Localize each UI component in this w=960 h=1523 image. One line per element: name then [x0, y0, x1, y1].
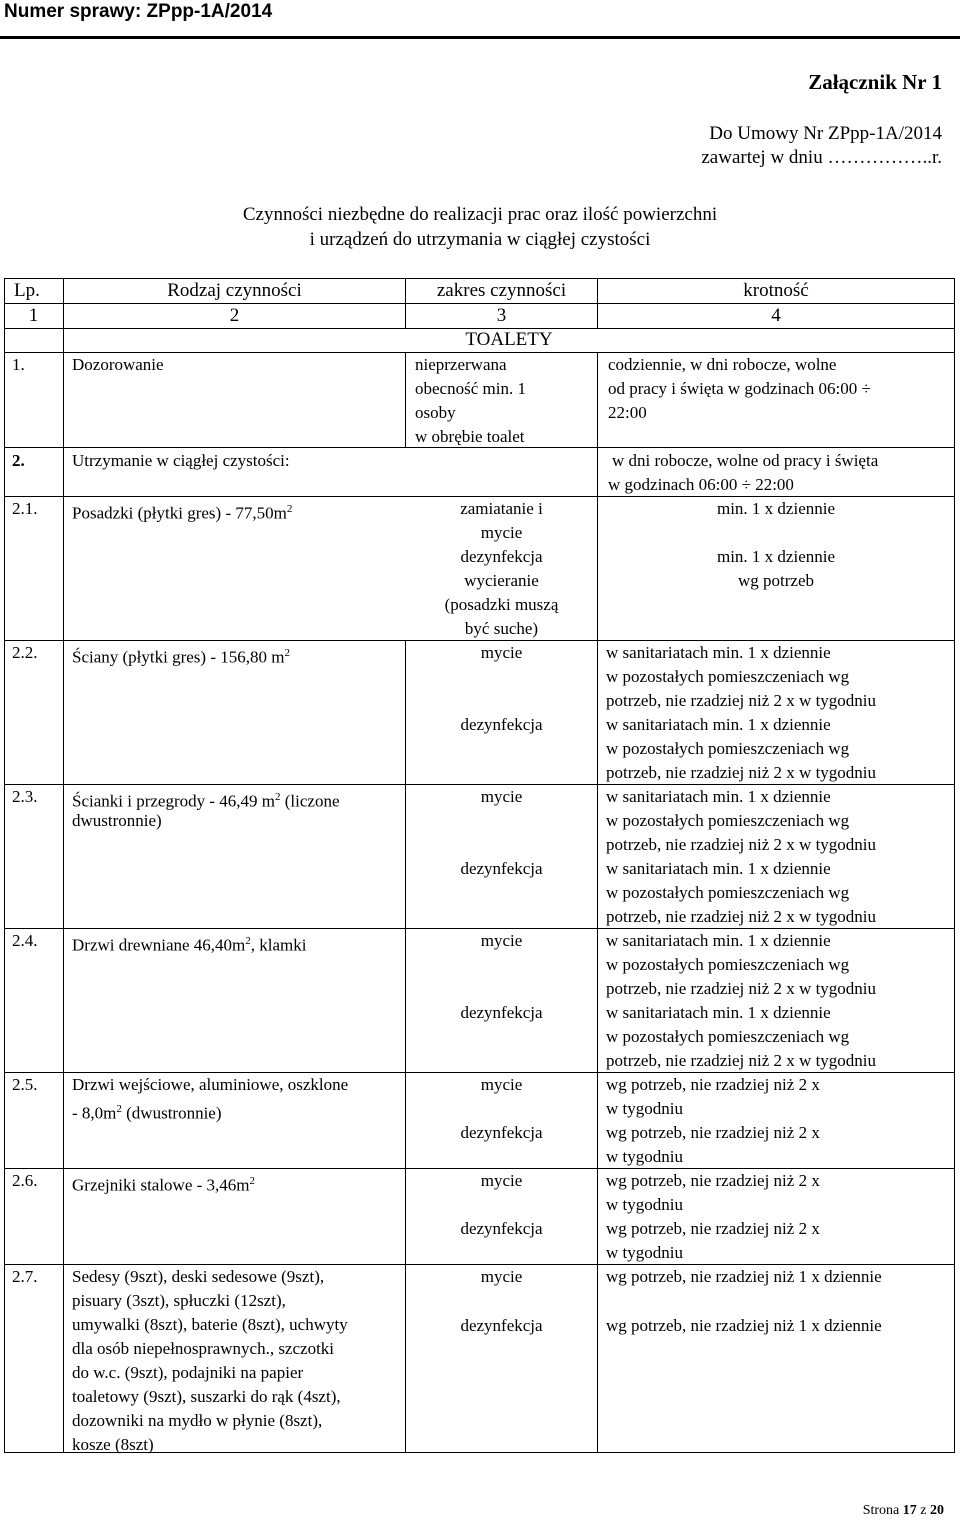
header-rule: [0, 36, 960, 39]
row25-name-sup: 2: [116, 1103, 122, 1115]
page-separator: z: [916, 1503, 930, 1518]
row25-name-text: - 8,0m: [72, 1103, 117, 1123]
row1-freq-2: od pracy i święta w godzinach 06:00 ÷: [608, 379, 871, 398]
row24-freq-2: w pozostałych pomieszczeniach wg: [606, 955, 850, 974]
row21-name-sup: 2: [286, 503, 293, 515]
row22-freq-2: w pozostałych pomieszczeniach wg: [606, 667, 850, 686]
col-sep-1-row1: [63, 352, 64, 447]
row24-name-sup: 2: [245, 935, 251, 947]
title-line-1: Czynności niezbędne do realizacji prac oraz ilość powierzchni: [242, 204, 718, 225]
row21-scope-1: zamiatanie i: [460, 499, 543, 518]
row24-freq-1: w sanitariatach min. 1 x dziennie: [606, 931, 831, 950]
row23-freq-6: potrzeb, nie rzadziej niż 2 x w tygodniu: [606, 907, 877, 926]
row26-lp: 2.6.: [12, 1171, 38, 1190]
column-number-3: 3: [496, 305, 507, 326]
row24-freq-3: potrzeb, nie rzadziej niż 2 x w tygodniu: [606, 979, 877, 998]
row22-freq-3: potrzeb, nie rzadziej niż 2 x w tygodniu: [606, 691, 877, 710]
row26-scope-1: mycie: [480, 1171, 523, 1190]
row24-name: [72, 929, 306, 958]
row27-name-4: dla osób niepełnosprawnych., szczotki: [72, 1339, 335, 1358]
row22-freq-1: w sanitariatach min. 1 x dziennie: [606, 643, 831, 662]
row25-scope-1: mycie: [480, 1075, 523, 1094]
header-rodzaj: Rodzaj czynności: [167, 280, 302, 301]
row25-freq-1: wg potrzeb, nie rzadziej niż 2 x: [606, 1075, 820, 1094]
document-title: [0, 202, 960, 252]
row1-scope-4: w obrębie toalet: [415, 427, 525, 446]
row27-name-2: pisuary (3szt), spłuczki (12szt),: [72, 1291, 286, 1310]
row21-name-text: Posadzki (płytki gres) - 77,50m: [72, 503, 287, 523]
row27-freq-1: wg potrzeb, nie rzadziej niż 1 x dziennie: [606, 1267, 882, 1286]
row27-name-3: umywalki (8szt), baterie (8szt), uchwyty: [72, 1315, 348, 1334]
row1-name: Dozorowanie: [72, 355, 164, 374]
row22-freq-4: w sanitariatach min. 1 x dziennie: [606, 715, 831, 734]
row21-freq-2: min. 1 x dziennie: [716, 547, 836, 566]
col-sep-3-row1: [597, 352, 598, 447]
row24-scope-1: mycie: [480, 931, 523, 950]
row21-scope-4: wycieranie: [464, 571, 539, 590]
row24-name-text-b: , klamki: [250, 935, 307, 955]
column-number-2: 2: [229, 305, 240, 326]
row25-freq-4: w tygodniu: [606, 1147, 683, 1166]
page-total: 20: [930, 1503, 944, 1518]
row27-freq-2: wg potrzeb, nie rzadziej niż 1 x dziennie: [606, 1316, 882, 1335]
row23-freq-5: w pozostałych pomieszczeniach wg: [606, 883, 850, 902]
row21-name: [72, 497, 292, 526]
contract-number: Do Umowy Nr ZPpp-1A/2014: [709, 123, 942, 144]
row25-lp: 2.5.: [12, 1075, 38, 1094]
row27-name-8: kosze (8szt): [72, 1435, 154, 1454]
col-sep-2-row1: [405, 352, 406, 447]
row23-scope-2: dezynfekcja: [460, 859, 543, 878]
row22-name-text: Ściany (płytki gres) - 156,80 m: [72, 647, 285, 667]
row1-scope-3: osoby: [415, 403, 456, 422]
row21-scope-2: mycie: [480, 523, 523, 542]
row26-freq-4: w tygodniu: [606, 1243, 683, 1262]
row21-scope-6: być suche): [464, 619, 539, 638]
row27-name-7: dozowniki na mydło w płynie (8szt),: [72, 1411, 323, 1430]
row23-scope-1: mycie: [480, 787, 523, 806]
row22-name-sup: 2: [284, 647, 290, 659]
row23-name-text-b: (liczone: [280, 791, 340, 811]
col-sep-3-row2: [597, 447, 598, 496]
row24-freq-4: w sanitariatach min. 1 x dziennie: [606, 1003, 831, 1022]
contract-reference: [701, 122, 942, 170]
row26-name-text: Grzejniki stalowe - 3,46m: [72, 1175, 250, 1195]
row26-name-sup: 2: [249, 1175, 256, 1187]
column-number-4: 4: [771, 305, 781, 326]
row21-freq-3: wg potrzeb: [737, 571, 814, 590]
row23-freq-2: w pozostałych pomieszczeniach wg: [606, 811, 850, 830]
table-right-border: [954, 278, 955, 1453]
title-line-2: i urządzeń do utrzymania w ciągłej czystości: [309, 229, 651, 250]
header-lp: Lp.: [14, 280, 40, 301]
row23-name-2: dwustronnie): [72, 811, 162, 830]
row27-name-1: Sedesy (9szt), deski sedesowe (9szt),: [72, 1267, 325, 1286]
row26-scope-2: dezynfekcja: [460, 1219, 543, 1238]
row1-freq-1: codziennie, w dni robocze, wolne: [608, 355, 837, 374]
row1-freq-3: 22:00: [608, 403, 647, 422]
page-prefix: Strona: [862, 1503, 903, 1518]
row24-scope-2: dezynfekcja: [460, 1003, 543, 1022]
row1-scope-1: nieprzerwana: [415, 355, 507, 374]
row24-freq-5: w pozostałych pomieszczeniach wg: [606, 1027, 850, 1046]
row2-freq-1: w dni robocze, wolne od pracy i święta: [612, 451, 879, 470]
annex-title: Załącznik Nr 1: [808, 70, 942, 94]
row26-freq-3: wg potrzeb, nie rzadziej niż 2 x: [606, 1219, 820, 1238]
section-title: TOALETY: [465, 329, 553, 350]
row22-scope-1: mycie: [480, 643, 523, 662]
row21-scope-5: (posadzki muszą: [444, 595, 559, 614]
row23-name-text: Ścianki i przegrody - 46,49 m: [72, 791, 276, 811]
row27-name-6: toaletowy (9szt), suszarki do rąk (4szt),: [72, 1387, 341, 1406]
page-current: 17: [902, 1503, 917, 1518]
row1-lp: 1.: [12, 355, 25, 374]
row24-name-text: Drzwi drewniane 46,40m: [72, 935, 246, 955]
row27-lp: 2.7.: [12, 1267, 38, 1286]
row22-name: [72, 641, 290, 670]
contract-date: zawartej w dniu ……………..r.: [701, 147, 942, 168]
row2-freq-2: w godzinach 06:00 ÷ 22:00: [608, 475, 794, 494]
row26-freq-2: w tygodniu: [606, 1195, 683, 1214]
row25-name-text-b: (dwustronnie): [121, 1103, 222, 1123]
row25-freq-2: w tygodniu: [606, 1099, 683, 1118]
row2-name: Utrzymanie w ciągłej czystości:: [72, 451, 290, 470]
row22-freq-5: w pozostałych pomieszczeniach wg: [606, 739, 850, 758]
row1-scope-2: obecność min. 1: [415, 379, 526, 398]
row27-name-5: do w.c. (9szt), podajniki na papier: [72, 1363, 304, 1382]
row25-name-1: Drzwi wejściowe, aluminiowe, oszklone: [72, 1075, 349, 1094]
row26-name: [72, 1169, 255, 1198]
row23-lp: 2.3.: [12, 787, 38, 806]
row21-scope-3: dezynfekcja: [460, 547, 543, 566]
case-number: Numer sprawy: ZPpp-1A/2014: [4, 1, 273, 22]
column-number-1: 1: [28, 305, 39, 326]
row27-scope-1: mycie: [480, 1267, 523, 1286]
row24-lp: 2.4.: [12, 931, 38, 950]
page-number: [863, 1503, 944, 1519]
row26-freq-1: wg potrzeb, nie rzadziej niż 2 x: [606, 1171, 820, 1190]
row23-freq-4: w sanitariatach min. 1 x dziennie: [606, 859, 831, 878]
row23-freq-3: potrzeb, nie rzadziej niż 2 x w tygodniu: [606, 835, 877, 854]
row2-lp: 2.: [12, 451, 25, 470]
row22-lp: 2.2.: [12, 643, 38, 662]
row24-freq-6: potrzeb, nie rzadziej niż 2 x w tygodniu: [606, 1051, 877, 1070]
row25-name-2: [72, 1097, 222, 1126]
header-zakres: zakres czynności: [436, 280, 567, 301]
row27-scope-2: dezynfekcja: [460, 1316, 543, 1335]
header-krotnosc: krotność: [743, 280, 809, 301]
row22-scope-2: dezynfekcja: [460, 715, 543, 734]
row23-freq-1: w sanitariatach min. 1 x dziennie: [606, 787, 831, 806]
row21-freq-1: min. 1 x dziennie: [716, 499, 836, 518]
col-sep-1-body: [63, 447, 64, 1453]
row25-scope-2: dezynfekcja: [460, 1123, 543, 1142]
row23-name-sup: 2: [275, 791, 281, 803]
row25-freq-3: wg potrzeb, nie rzadziej niż 2 x: [606, 1123, 820, 1142]
row22-freq-6: potrzeb, nie rzadziej niż 2 x w tygodniu: [606, 763, 877, 782]
row21-lp: 2.1.: [12, 499, 38, 518]
table-left-border: [4, 278, 5, 1453]
